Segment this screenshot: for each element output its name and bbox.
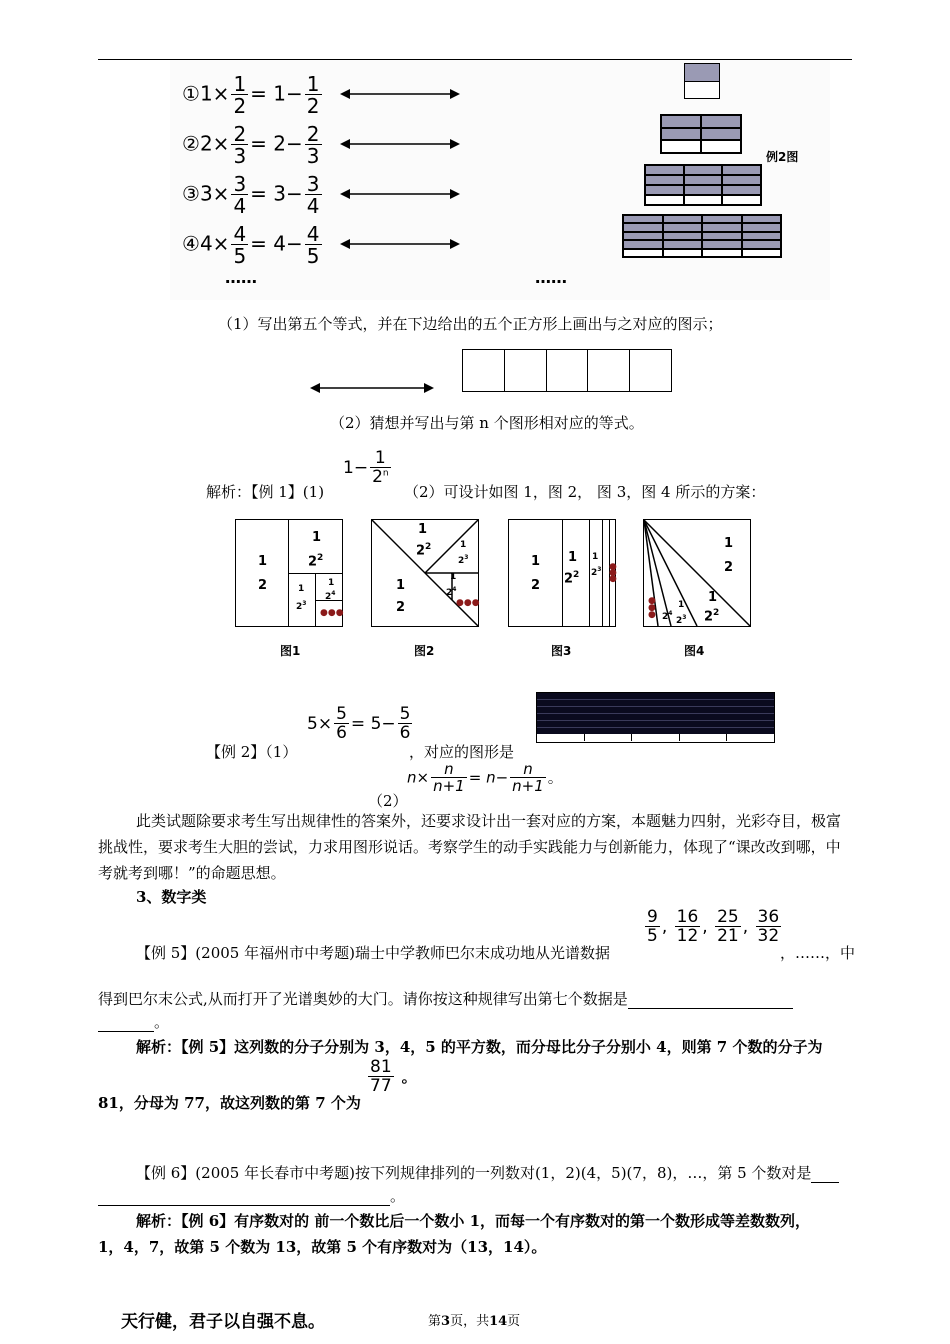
figure-3-caption: 图3 [551,644,572,658]
figure-4 [643,519,751,627]
square-2 [660,114,742,154]
example2-figure [170,60,830,300]
fig4-half-den: 2 [724,560,734,575]
analysis6-line2: 1，4，7，故第 5 个数为 13，故第 5 个有序数对为（13，14）。 [98,1238,547,1256]
frac-9-5: $\frac{9}{5}$ [647,907,658,946]
eq-frac-1: $\frac{5}{6}$ [336,704,347,743]
frac-25-21: $\frac{25}{21}$ [717,907,739,946]
fig3-dots: ●●● [609,562,617,584]
fig1-sixteenth-num: 1 [328,578,335,588]
answer-blank-4[interactable] [98,1187,390,1206]
analysis5-line2: 81，分母为 77，故这列数的第 7 个为 [98,1094,361,1112]
equation-row: ④4× $\frac{4}{5}$ = 4− $\frac{4}{5}$ [182,222,320,268]
fig4-dots: ●●● [648,596,656,620]
ellipsis: …… [225,268,257,287]
fig1-half-den: 2 [258,578,268,593]
formula-fraction [370,450,391,486]
fig3-quarter-num: 1 [568,550,578,565]
fig3-eighth-num: 1 [592,552,599,562]
formula-numerator: 1 [374,448,386,468]
analysis5-fraction: $\frac{81}{77}$ 。 [370,1057,417,1096]
fig4-sixteenth-den: $2^4$ [662,610,673,622]
equation-arrow [340,187,460,201]
fig2-half-num: 1 [396,578,406,593]
fig2-quarter-den: $2^2$ [416,542,432,559]
equation-arrow [340,137,460,151]
square-3 [644,164,762,206]
example5-text1: 【例 5】(2005 年福州市中考题)瑞士中学教师巴尔末成功地从光谱数据 [136,944,610,962]
fig4-half-num: 1 [724,536,734,551]
example5-text3: 得到巴尔末公式,从而打开了光谱奥妙的大门。请你按这种规律写出第七个数据是 [98,988,793,1009]
analysis6-line1: 解析：【例 6】有序数对的 前一个数比后一个数小 1，而每一个有序数对的第一个数形成等差数数列， [136,1212,811,1230]
fig2-eighth-den: $2^3$ [458,554,469,566]
figure-2-caption: 图2 [414,644,435,658]
section-3-heading: 3、数字类 [136,888,207,906]
fig3-quarter-den: $2^2$ [564,570,580,587]
square-1 [684,63,720,99]
fig3-half-den: 2 [531,578,541,593]
fig4-quarter-num: 1 [708,590,718,605]
analysis-1-formula [343,450,393,486]
fig2-sixteenth-den: $2^4$ [446,586,457,598]
example2-general-equation: n× $\frac{n}{n+1}$ = n− $\frac{n}{n+1}$ 。 [407,760,563,795]
general-frac-2: $\frac{n}{n+1}$ [512,760,544,795]
example5-line2: 。 [98,1011,169,1032]
figure-4-caption: 图4 [684,644,705,658]
eq-rhs-a: 5 [370,714,382,734]
five-squares [462,349,672,392]
footer-motto: 天行健，君子以自强不息。 [121,1312,325,1332]
example5-fractions: $\frac{9}{5}$ , $\frac{16}{12}$ , $\frac{25}{21}$ , $\frac{36}{32}$ [647,907,780,946]
example2-suffix: ，对应的图形是 [409,743,515,761]
figure-1 [235,519,343,627]
formula-denominator: 2 [372,467,383,487]
fig2-sixteenth-num: 1 [450,572,457,582]
analysis5-line1: 解析：【例 5】这列数的分子分别为 3，4，5 的平方数，而分母比分子分别小 4，则第 7 个数的分子为 [136,1038,823,1056]
fig1-quarter-num: 1 [312,530,322,545]
formula-left: 1− [343,458,369,478]
fig1-dots: ●●● [320,608,344,618]
analysis-1-suffix: （2）可设计如图 1，图 2， 图 3，图 4 所示的方案： [404,483,766,501]
equation-arrow [340,237,460,251]
question-1: （1）写出第五个等式，并在下边给出的五个正方形上画出与之对应的图示； [218,315,723,333]
general-frac-1: $\frac{n}{n+1}$ [433,760,465,795]
frac-36-32: $\frac{36}{32}$ [757,907,780,946]
example5-text2: ，……，中 [780,944,856,962]
analysis-1-prefix: 解析：【例 1】(1) [206,483,325,501]
formula-exponent: n [382,468,389,479]
figure-caption: 例2图 [766,150,799,164]
fig4-quarter-den: $2^2$ [704,608,720,625]
answer-blank-2[interactable] [98,1013,154,1032]
example2-part2-label: （2） [368,792,408,810]
fig1-eighth-num: 1 [298,584,305,594]
fig1-half-num: 1 [258,554,268,569]
eq-frac-2: $\frac{5}{6}$ [399,704,411,743]
eq-lhs-a: 5 [307,714,318,734]
figure-3 [508,519,616,627]
fig1-eighth-den: $2^3$ [296,600,307,612]
example6-line2: 。 [98,1185,405,1206]
fig2-quarter-num: 1 [418,522,428,537]
fig4-eighth-num: 1 [678,600,685,610]
footer-page-number: 第3页，共14页 [428,1314,521,1329]
equation-arrow [340,87,460,101]
example6-text: 【例 6】(2005 年长春市中考题)按下列规律排列的一列数对(1，2)(4，5)(7，8)，…，第 5 个数对是 [136,1162,839,1183]
fig2-dots: ●●● [456,598,480,608]
ellipsis-right: …… [535,268,567,287]
answer-blank-1[interactable] [628,990,793,1009]
figure-2 [371,519,479,627]
fig3-half-num: 1 [531,554,541,569]
equation-row: ②2× $\frac{2}{3}$ = 2− $\frac{2}{3}$ [182,122,320,168]
fig4-eighth-den: $2^3$ [676,614,687,626]
equation-row: ①1× $\frac{1}{2}$ = 1− $\frac{1}{2}$ [182,72,320,118]
example2-bar-figure [536,692,775,743]
fig3-eighth-den: $2^3$ [591,566,602,578]
commentary: 此类试题除要求考生写出规律性的答案外，还要求设计出一套对应的方案，本题魅力四射，光彩夺目，极富挑战性，要求考生大胆的尝试，力求用图形说话。考察学生的动手实践能力与创新能力，体现了“课改改到哪，中考就考到哪！”的命题思想。 [98,812,842,882]
frac-16-12: $\frac{16}{12}$ [676,907,699,946]
figure-1-caption: 图1 [280,644,301,658]
answer-arrow [310,380,434,396]
example2-prefix: 【例 2】（1） [206,743,298,761]
question-2: （2）猜想并写出与第 n 个图形相对应的等式。 [330,414,644,432]
fig2-half-den: 2 [396,600,406,615]
answer-blank-3[interactable] [811,1164,839,1183]
fig1-quarter-den: $2^2$ [308,553,324,570]
fig2-eighth-num: 1 [460,540,467,550]
square-4 [622,214,782,258]
example2-equation: 5× $\frac{5}{6}$ = 5− $\frac{5}{6}$ [307,704,411,743]
fig1-sixteenth-den: $2^4$ [325,590,336,602]
equation-row: ③3× $\frac{3}{4}$ = 3− $\frac{3}{4}$ [182,172,320,218]
